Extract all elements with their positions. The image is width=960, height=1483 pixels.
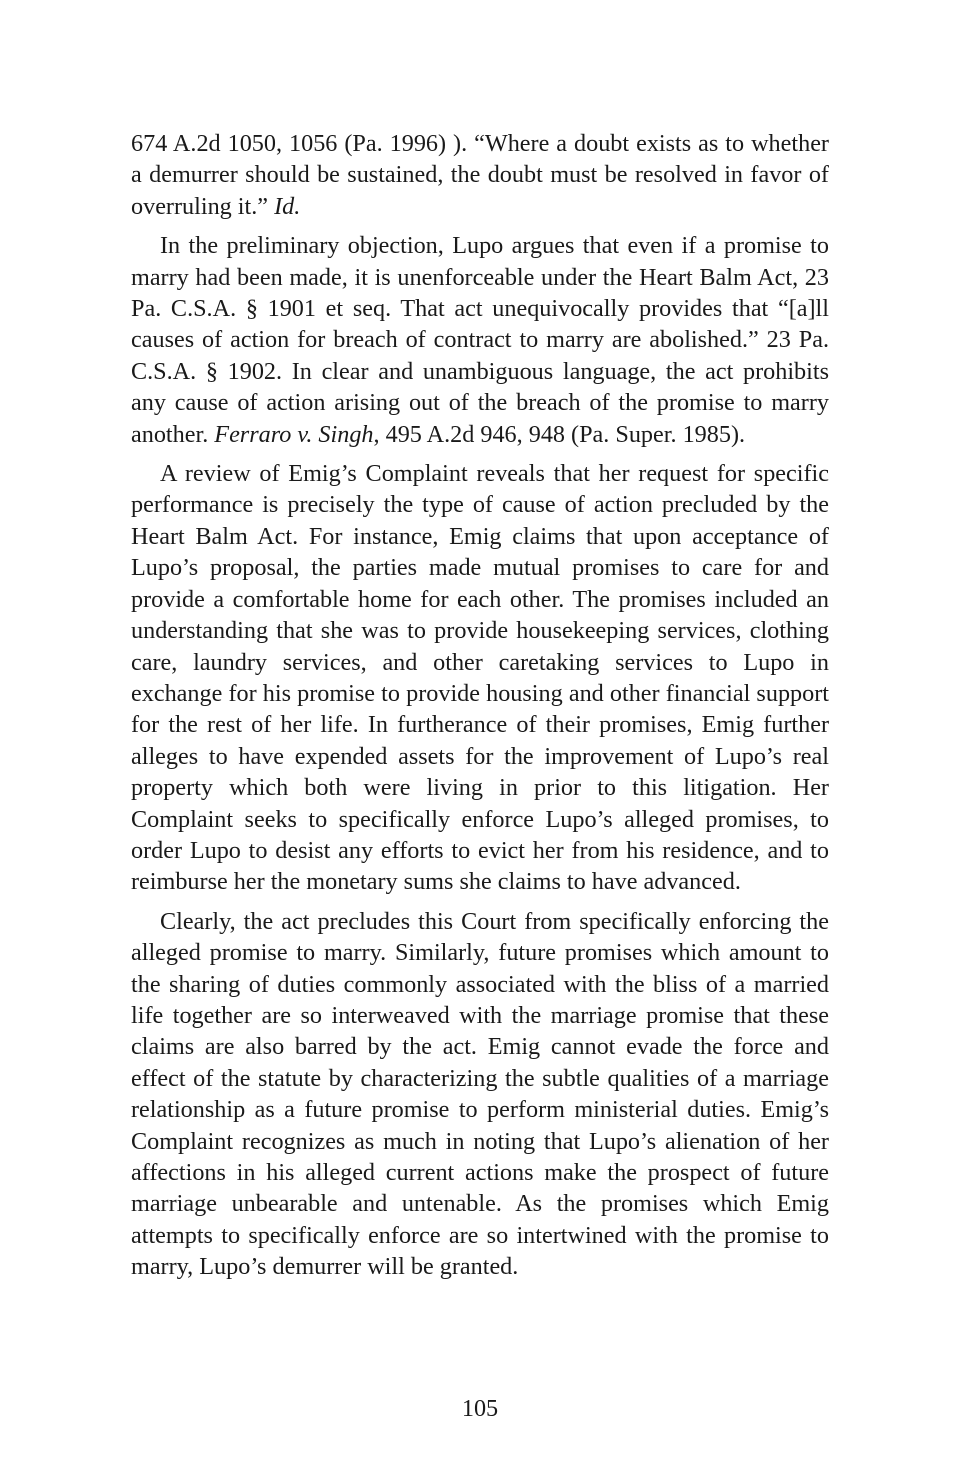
paragraph-2-text: In the preliminary objection, Lupo argues that even if a promise to marry had been made, it is unenforceable under the Heart Balm Act, 23 Pa. C.S.A. § 1901 et seq. That act unequivocally provides that “[a]ll causes of action for breach of contract to marry are abolished.” 23 Pa. C.S.A. § 1902. In clear and unambiguous language, the act prohibits any cause of action arising out of the breach of the promise to marry another. — [131, 232, 829, 448]
paragraph-2-citation: , 495 A.2d 946, 948 (Pa. Super. 1985). — [373, 420, 746, 448]
page-body — [131, 128, 829, 1291]
paragraph-1-citation-id: Id. — [274, 192, 301, 220]
paragraph-4-text: Clearly, the act precludes this Court from specifically enforcing the alleged promise to marry. Similarly, future promises which amount to the sharing of duties commonly associated with the bliss of a married life together are so interweaved with the marriage promise that these claims are also barred by the act. Emig cannot evade the force and effect of the statute by characterizing the subtle qualities of a marriage relationship as a future promise to perform ministerial duties. Emig’s Complaint recognizes as much in noting that Lupo’s alienation of her affections in his alleged current actions make the prospect of future marriage unbearable and untenable. As the promises which Emig attempts to specifically enforce are so intertwined with the promise to marry, Lupo’s demurrer will be granted. — [131, 907, 829, 1281]
paragraph-3 — [131, 458, 829, 898]
paragraph-1 — [131, 128, 829, 222]
page-number: 105 — [461, 1395, 499, 1422]
paragraph-2 — [131, 230, 829, 450]
paragraph-2-case-name: Ferraro v. Singh — [214, 420, 374, 448]
paragraph-4 — [131, 906, 829, 1283]
paragraph-1-text: 674 A.2d 1050, 1056 (Pa. 1996) ). “Where a doubt exists as to whether a demurrer should be sustained, the doubt must be resolved in favor of overruling it.” — [131, 130, 829, 220]
paragraph-3-text: A review of Emig’s Complaint reveals that her request for specific performance is precisely the type of cause of action precluded by the Heart Balm Act. For instance, Emig claims that upon acceptance of Lupo’s proposal, the parties made mutual promises to care for and provide a comfortable home for each other. The promises included an understanding that she was to provide housekeeping services, clothing care, laundry services, and other caretaking services to Lupo in exchange for his promise to provide housing and other financial support for the rest of her life. In furtherance of their promises, Emig further alleges to have expended assets for the improvement of Lupo’s real property which both were living in prior to this litigation. Her Complaint seeks to specifically enforce Lupo’s alleged promises, to order Lupo to desist any efforts to evict her from his residence, and to reimburse her the monetary sums she claims to have advanced. — [131, 460, 829, 896]
